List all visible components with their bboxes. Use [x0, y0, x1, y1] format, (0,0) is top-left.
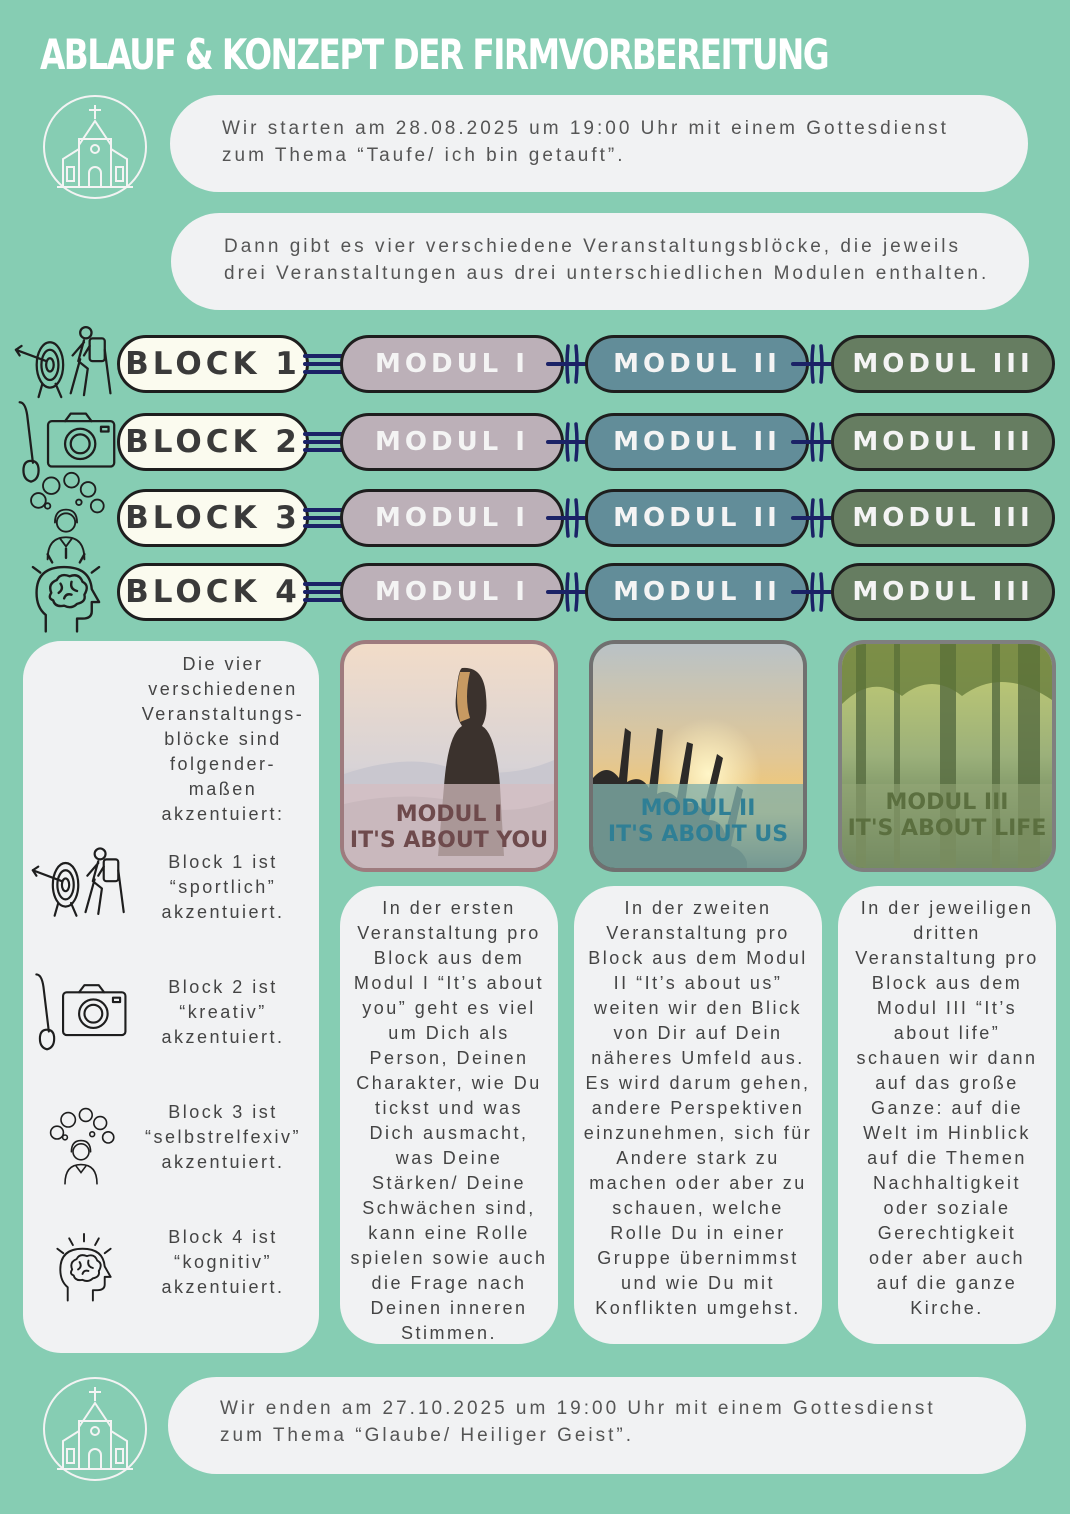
page-title: ABLAUF & KONZEPT DER FIRMVORBEREITUNG — [40, 30, 829, 79]
end-text: Wir enden am 27.10.2025 um 19:00 Uhr mit einem Gottesdienst zum Thema “Glaube/ Heiliger Geist”. — [220, 1398, 936, 1446]
modul-3-description-card — [838, 886, 1056, 1344]
church-icon — [43, 1377, 147, 1481]
modul-3-label: MODUL III IT'S ABOUT LIFE — [847, 790, 1047, 841]
block-3-label: BLOCK 3 — [117, 489, 309, 547]
block-2-modul-2: MODUL II — [585, 413, 809, 471]
modul-2-label: MODUL II IT'S ABOUT US — [607, 796, 789, 847]
block-4-modul-1: MODUL I — [340, 563, 564, 621]
block-1-label: BLOCK 1 — [117, 335, 309, 393]
block-2-label: BLOCK 2 — [117, 413, 309, 471]
block-1-modul-3: MODUL III — [831, 335, 1055, 393]
accent-item-3: Block 3 ist “selbstrelfexiv” akzentuiert. — [144, 1102, 302, 1172]
block-4-modul-2: MODUL II — [585, 563, 809, 621]
brush-camera-icon — [31, 966, 131, 1056]
block-4-label: BLOCK 4 — [117, 563, 309, 621]
brain-head-icon — [14, 545, 118, 637]
block-4-modul-3: MODUL III — [831, 563, 1055, 621]
block-1-modul-2: MODUL II — [585, 335, 809, 393]
accent-item-4: Block 4 ist “kognitiv” akzentuiert. — [161, 1227, 285, 1297]
brain-head-icon — [47, 1231, 123, 1307]
modul-1-description: In der ersten Veranstaltung pro Block aus dem Modul I “It’s about you” geht es viel um Dich als Person, Deinen Charakter, wie Du tickst und was Dich ausmacht, was Deine Stärken/ Deine Schwächen sind, kann eine Rolle spielen sowie auch die Frage nach Deinen inneren Stimmen. — [350, 898, 548, 1343]
block-3-modul-1: MODUL I — [340, 489, 564, 547]
modul-2-card — [589, 640, 807, 872]
block-2-modul-1: MODUL I — [340, 413, 564, 471]
modul-3-description: In der jeweiligen dritten Veranstaltung pro Block aus dem Modul III “It’s about life” schauen wir dann auf das große Ganze: auf die Welt im Hinblick auf die Themen Nachhaltigkeit oder soziale Gerechtigkeit oder aber auch auf die ganze Kirche. — [855, 898, 1039, 1318]
start-text: Wir starten am 28.08.2025 um 19:00 Uhr mit einem Gottesdienst zum Thema “Taufe/ ich bin getauft”. — [222, 118, 949, 166]
modul-2-description: In der zweiten Veranstaltung pro Block aus dem Modul II “It’s about us” weiten wir den Blick von Dir auf Dein näheres Umfeld aus. Es wird darum gehen, andere Perspektiven einzunehmen, sich für Andere stark zu machen oder aber zu schauen, welche Rolle Du in einer Gruppe übernimmst und wie Du mit Konflikten umgehst. — [583, 898, 813, 1318]
block-3-modul-2: MODUL II — [585, 489, 809, 547]
modul-1-label: MODUL I IT'S ABOUT YOU — [349, 802, 549, 853]
accent-item-1: Block 1 ist “sportlich” akzentuiert. — [161, 852, 285, 922]
intro-text: Dann gibt es vier verschiedene Veranstaltungsblöcke, die jeweils drei Veranstaltungen aus drei unterschiedlichen Modulen enthalten. — [224, 236, 990, 284]
modul-1-description-card — [340, 886, 558, 1344]
intro-info-pill — [171, 213, 1029, 310]
modul-2-description-card — [574, 886, 822, 1344]
block-2-modul-3: MODUL III — [831, 413, 1055, 471]
end-info-pill — [168, 1377, 1026, 1474]
accent-intro: Die vier verschiedenen Veranstaltungs- blöcke sind folgender- maßen akzentuiert: — [141, 654, 305, 824]
archery-hiker-icon — [31, 846, 131, 926]
church-icon — [43, 95, 147, 199]
accent-panel — [23, 641, 319, 1353]
thinking-person-icon — [41, 1107, 125, 1187]
modul-3-card — [838, 640, 1056, 872]
block-1-modul-1: MODUL I — [340, 335, 564, 393]
accent-item-2: Block 2 ist “kreativ” akzentuiert. — [161, 977, 285, 1047]
start-info-pill — [170, 95, 1028, 192]
modul-1-card — [340, 640, 558, 872]
block-3-modul-3: MODUL III — [831, 489, 1055, 547]
